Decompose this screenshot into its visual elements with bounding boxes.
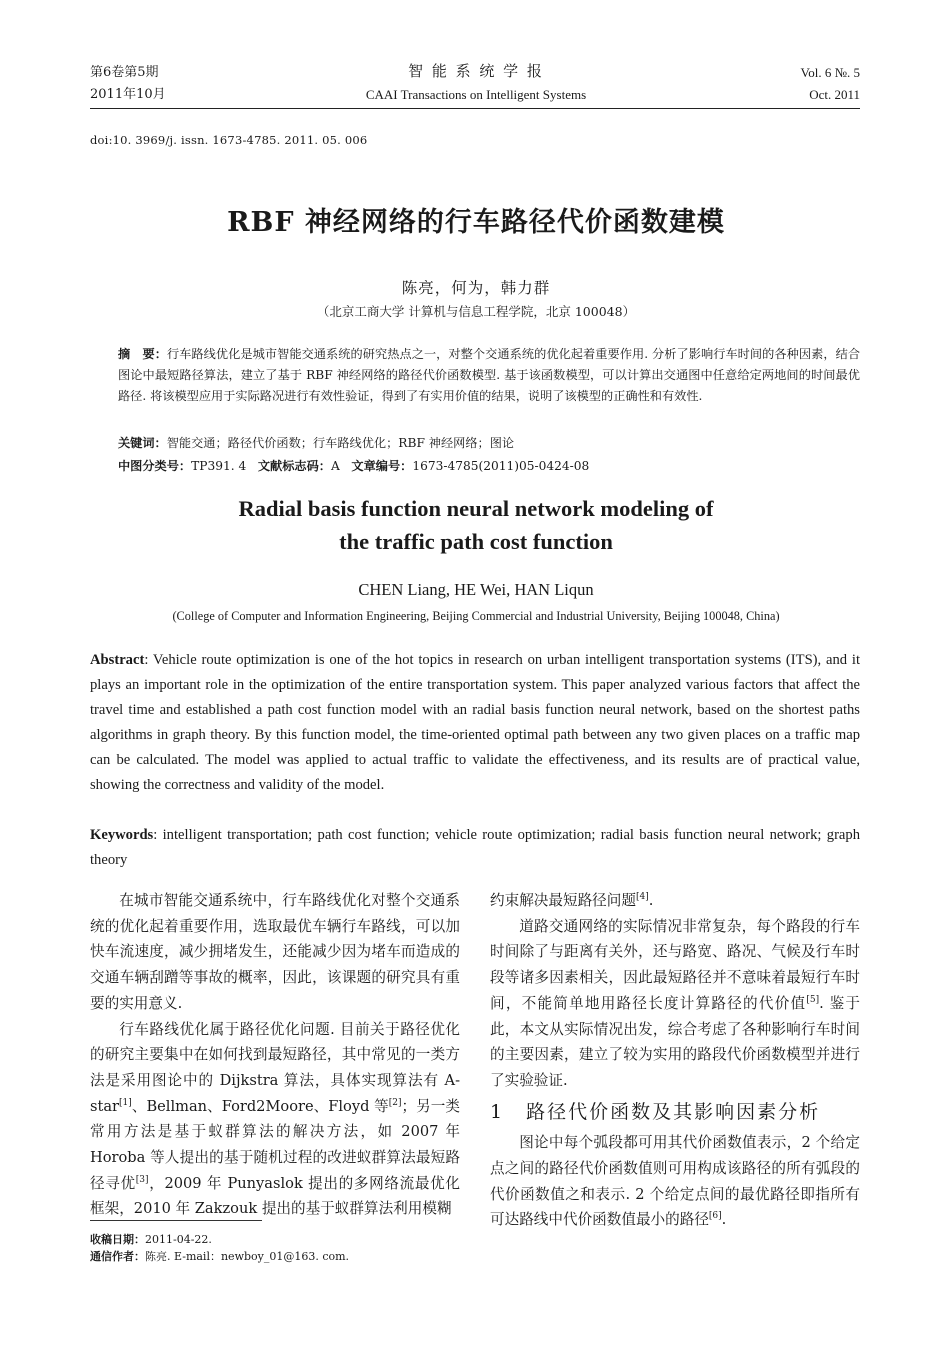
date-en: Oct. 2011 <box>809 87 860 102</box>
right-column <box>490 888 860 1233</box>
abstract-en-label: Abstract <box>90 652 145 668</box>
citation-3: [3] <box>135 1174 149 1185</box>
footnote-author <box>90 1248 349 1265</box>
received-label: 收稿日期： <box>90 1233 145 1246</box>
title-en-line-2: the traffic path cost function <box>339 529 613 554</box>
authors-cn: 陈亮，何为，韩力群 <box>401 279 551 297</box>
section-title: 路径代价函数及其影响因素分析 <box>526 1100 821 1123</box>
section-1-heading <box>490 1100 860 1126</box>
affiliation-cn: （北京工商大学 计算机与信息工程学院，北京 100048） <box>316 304 636 319</box>
doc-code-label: 文献标志码： <box>257 459 331 473</box>
citation-6: [6] <box>708 1211 722 1222</box>
keywords-en-label: Keywords <box>90 827 154 843</box>
volume-issue-en: Vol. 6 №. 5 <box>800 65 860 80</box>
title-en-line-1: Radial basis function neural network modeling of <box>238 496 714 521</box>
section-1-paragraph: 图论中每个弧段都可用其代价函数值表示，2 个给定点之间的路径代价函数值则可用构成该路径的所有弧段的代价函数值之和表示. 2 个给定点间的最优路径即指所有可达路线中代价函数值最小的路径[6]. <box>490 1134 860 1229</box>
keywords-cn-label: 关键词： <box>118 436 167 450</box>
doc-code: A <box>330 459 340 473</box>
journal-title-cn: 智 能 系 统 学 报 <box>408 62 544 80</box>
continued-paragraph: 约束解决最短路径问题[4]. <box>490 892 654 909</box>
footnote-received <box>90 1231 212 1248</box>
volume-issue-cn: 第6卷第5期 <box>90 65 159 80</box>
affiliation-en: (College of Computer and Information Engineering, Beijing Commercial and Industrial University, Beijing 100048, China) <box>172 609 780 623</box>
intro-paragraph-1: 在城市智能交通系统中，行车路线优化对整个交通系统的优化起着重要作用，选取最优车辆行车路线，可以加快车流速度，减少拥堵发生，还能减少因为堵车而造成的交通车辆刮蹭等事故的概率，因此，该课题的研究具有重要的实用意义. <box>90 892 460 1012</box>
keywords-cn-text: 智能交通；路径代价函数；行车路线优化；RBF 神经网络；图论 <box>166 436 515 450</box>
classification-line <box>118 456 860 477</box>
doi: doi:10. 3969/j. issn. 1673-4785. 2011. 05. 006 <box>90 133 368 147</box>
article-number: 1673-4785(2011)05-0424-08 <box>412 459 590 473</box>
abstract-en-text: : Vehicle route optimization is one of the hot topics in research on urban intelligent transportation systems (ITS), and it plays an important role in the optimization of the entire transportation system. This paper analyzed various factors that affect the travel time and established a path cost function model with an radial basis function neural network, based on the shortest paths algorithms in graph theory. By this function model, the time-oriented optimal path between any two given places on a traffic map can be calculated. The model was applied to actual traffic to validate the effectiveness, and its results are of practical value, showing the correctness and validity of the model. <box>90 652 860 793</box>
abstract-en <box>90 648 860 798</box>
article-number-label: 文章编号： <box>351 459 413 473</box>
date-cn: 2011年10月 <box>90 87 166 102</box>
clc-number: TP391. 4 <box>191 459 247 473</box>
received-date: 2011-04-22. <box>145 1233 212 1246</box>
keywords-cn <box>118 433 860 454</box>
journal-title-en: CAAI Transactions on Intelligent Systems <box>365 87 587 102</box>
keywords-en <box>90 823 860 873</box>
intro-paragraph-2: 行车路线优化属于路径优化问题. 目前关于路径优化的研究主要集中在如何找到最短路径，其中常见的一类方法是采用图论中的 Dijkstra 算法，具体实现算法有 A-star[1]、Bellman、Ford2Moore、Floyd 等[2]；另一类常用方法是基于蚁群算法的解决方法，如 2007 年 Horoba 等人提出的基于随机过程的改进蚁群算法最短路径寻优[3]，2009 年 Punyaslok 提出的多网络流最优化框架，2010 年 Zakzouk 提出的基于蚁群算法利用模糊 <box>90 1020 460 1218</box>
authors-en: CHEN Liang, HE Wei, HAN Liqun <box>358 580 594 599</box>
corresponding-author-label: 通信作者： <box>90 1250 145 1263</box>
corresponding-author: 陈亮. E-mail：newboy_01@163. com. <box>145 1250 350 1263</box>
section-number: 1 <box>490 1100 505 1123</box>
abstract-cn-label: 摘 要： <box>118 347 167 361</box>
citation-5: [5] <box>806 994 820 1005</box>
intro-paragraph-3: 道路交通网络的实际情况非常复杂，每个路段的行车时间除了与距离有关外，还与路宽、路况、气候及行车时段等诸多因素相关，因此最短路径并不意味着最短行车时间，不能简单地用路径长度计算路径的代价值[5]. 鉴于此，本文从实际情况出发，综合考虑了各种影响行车时间的主要因素，建立了较为实用的路段代价函数模型并进行了实验验证. <box>490 917 860 1089</box>
abstract-cn <box>118 344 860 407</box>
abstract-cn-text: 行车路线优化是城市智能交通系统的研究热点之一，对整个交通系统的优化起着重要作用. 分析了影响行车时间的各种因素，结合图论中最短路径算法，建立了基于 RBF 神经网络的路径代价函数模型. 基于该函数模型，可以计算出交通图中任意给定两地间的时间最优路径. 将该模型应用于实际路况进行有效性验证，得到了有实用价值的结果，说明了该模型的正确性和有效性. <box>118 347 861 403</box>
keywords-en-text: : intelligent transportation; path cost function; vehicle route optimization; radial basis function neural network; graph theory <box>90 827 860 868</box>
clc-label: 中图分类号： <box>118 459 192 473</box>
title-cn: RBF 神经网络的行车路径代价函数建模 <box>227 207 725 238</box>
citation-2: [2] <box>388 1097 402 1108</box>
header-rule <box>90 108 860 109</box>
citation-1: [1] <box>119 1097 132 1108</box>
citation-4: [4] <box>635 892 649 902</box>
left-column <box>90 888 460 1222</box>
footnote-rule <box>90 1220 262 1221</box>
